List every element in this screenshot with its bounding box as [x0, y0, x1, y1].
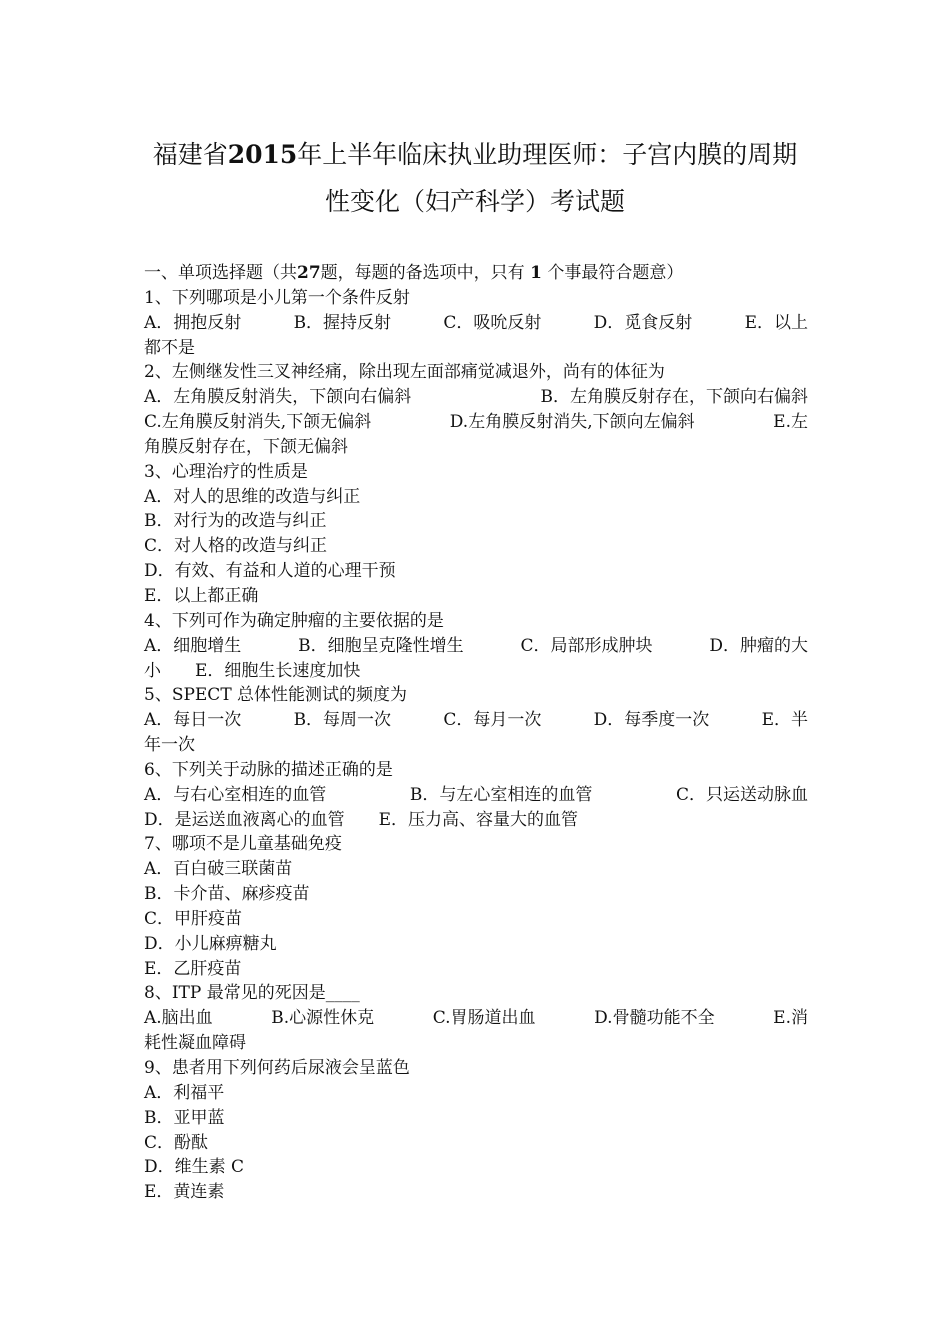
option-row	[144, 708, 808, 733]
option-continuation: 年一次	[144, 735, 195, 756]
section-text: 题，每题的备选项中，只有	[320, 263, 525, 283]
option-continuation: 都不是	[144, 337, 195, 358]
section-text: 一、单项选择题（共	[144, 263, 297, 283]
document-title-line2: 性变化（妇产科学）考试题	[324, 187, 625, 216]
option-row	[144, 1006, 808, 1031]
option: D．每季度一次	[593, 710, 710, 731]
option: B．左角膜反射存在，下颌向右偏斜	[540, 387, 808, 408]
option: D．小儿麻痹糖丸	[144, 933, 277, 954]
option-row	[144, 410, 808, 435]
question-stem: 5、SPECT 总体性能测试的频度为	[144, 685, 408, 706]
section-heading	[144, 261, 808, 286]
option: C．吸吮反射	[443, 312, 542, 333]
option: E.消	[773, 1008, 808, 1029]
option: D．维生素 C	[144, 1157, 245, 1178]
option: C．酚酞	[144, 1132, 209, 1153]
option-row	[144, 385, 808, 410]
title-year: 2015	[227, 140, 298, 169]
option: D．肿瘤的大	[709, 635, 808, 656]
option: C.左角膜反射消失,下颌无偏斜	[144, 412, 372, 433]
option: A．利福平	[144, 1082, 225, 1103]
question-stem: 6、下列关于动脉的描述正确的是	[144, 759, 393, 780]
question-stem: 4、下列可作为确定肿瘤的主要依据的是	[144, 610, 444, 631]
answer-count: 1	[530, 263, 542, 283]
option-row	[144, 783, 808, 808]
option: C．甲肝疫苗	[144, 908, 243, 929]
option: C．只运送动脉血	[675, 784, 808, 805]
section-text: 个事最符合题意）	[547, 263, 684, 283]
option: B．卡介苗、麻疹疫苗	[144, 884, 310, 905]
question-stem: 1、下列哪项是小儿第一个条件反射	[144, 287, 410, 308]
title-text: 年上半年临床执业助理医师：子宫内膜的周期	[297, 140, 798, 169]
option: B.心源性休克	[271, 1008, 375, 1029]
option: B．细胞呈克隆性增生	[298, 635, 464, 656]
option: A．左角膜反射消失，下颌向右偏斜	[144, 387, 412, 408]
option: C.胃肠道出血	[432, 1008, 536, 1029]
option: B．握持反射	[293, 312, 392, 333]
option: C．对人格的改造与纠正	[144, 536, 328, 557]
option: A．细胞增生	[144, 635, 242, 656]
question-stem: 9、患者用下列何药后尿液会呈蓝色	[144, 1058, 410, 1078]
option: C．每月一次	[443, 710, 542, 731]
option: E．半	[761, 710, 808, 731]
option: A.脑出血	[144, 1008, 213, 1029]
option-continuation: 耗性凝血障碍	[144, 1033, 246, 1054]
option: A．每日一次	[144, 710, 242, 731]
question-stem: 3、心理治疗的性质是	[144, 461, 308, 482]
question-stem: 2、左侧继发性三叉神经痛，除出现左面部痛觉减退外，尚有的体征为	[144, 362, 665, 383]
document-title-line1	[130, 142, 820, 167]
option: D．觅食反射	[593, 312, 693, 333]
option: E．乙肝疫苗	[144, 958, 242, 979]
option: C．局部形成肿块	[520, 635, 653, 656]
option-row	[144, 311, 808, 336]
option: B．对行为的改造与纠正	[144, 511, 327, 532]
title-text: 福建省	[152, 140, 228, 169]
option: B．亚甲蓝	[144, 1107, 225, 1128]
option: A．百白破三联菌苗	[144, 859, 293, 880]
option-continuation: D．是运送血液离心的血管 E．压力高、容量大的血管	[144, 809, 579, 830]
option: E．黄连素	[144, 1182, 225, 1203]
question-list	[144, 261, 808, 1205]
question-stem: 7、哪项不是儿童基础免疫	[144, 834, 342, 855]
option: D.左角膜反射消失,下颌向左偏斜	[449, 412, 695, 433]
option-continuation: 小 E．细胞生长速度加快	[144, 660, 361, 681]
question-stem: 8、ITP 最常见的死因是____	[144, 983, 360, 1004]
option: A．与右心室相连的血管	[144, 784, 327, 805]
option: E.左	[773, 412, 808, 433]
option-row	[144, 634, 808, 659]
option: E．以上	[744, 312, 808, 333]
option-continuation: 角膜反射存在，下颌无偏斜	[144, 436, 348, 457]
question-count: 27	[297, 263, 321, 283]
option: D．有效、有益和人道的心理干预	[144, 561, 396, 582]
option: E．以上都正确	[144, 585, 259, 606]
option: D.骨髓功能不全	[594, 1008, 715, 1029]
option: A．拥抱反射	[144, 312, 242, 333]
option: B．与左心室相连的血管	[409, 784, 593, 805]
option: B．每周一次	[293, 710, 392, 731]
option: A．对人的思维的改造与纠正	[144, 486, 361, 507]
